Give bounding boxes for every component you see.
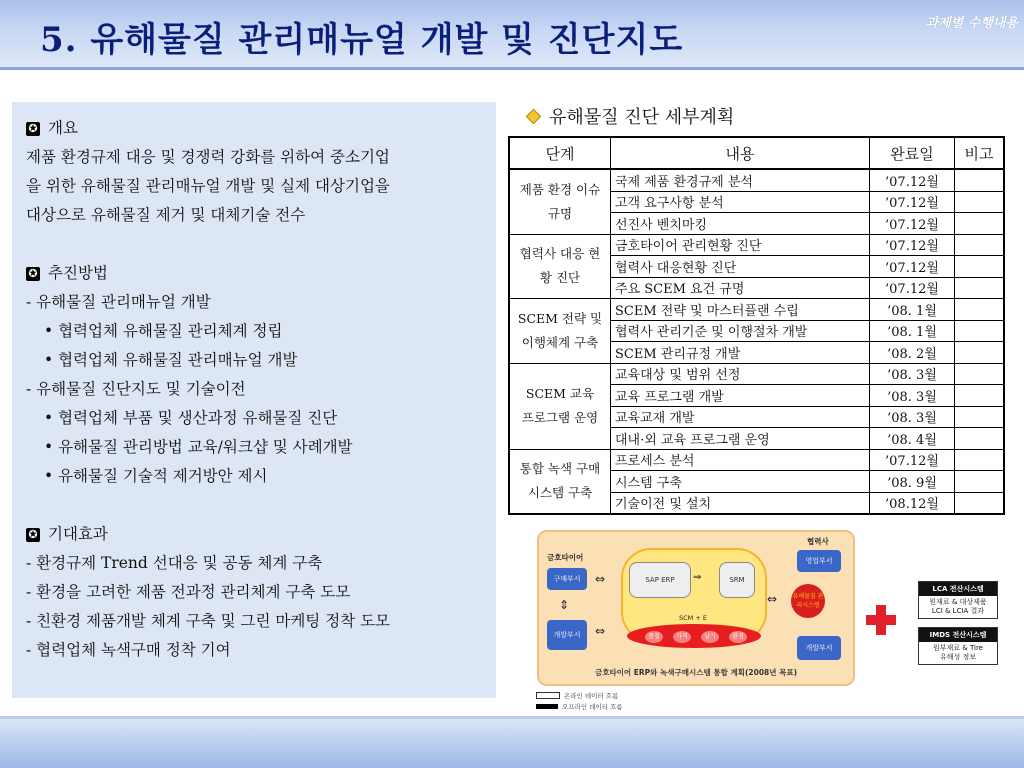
method-line: • 협력업체 유해물질 관리체계 정립 [44, 322, 283, 340]
plan-title-text: 유해물질 진단 세부계획 [549, 107, 735, 128]
content-cell: 고객 요구사항 분석 [611, 191, 870, 213]
date-cell: ’07.12월 [870, 191, 955, 213]
diagram-legend [536, 690, 623, 712]
stage-cell: SCEM 교육 프로그램 운영 [509, 363, 611, 449]
scm-label: SCM + E [679, 614, 707, 622]
legend-online: 온라인 데이터 흐름 [536, 690, 623, 701]
content-cell: 주요 SCEM 요건 규명 [611, 277, 870, 299]
plus-icon [866, 605, 896, 635]
note-cell [955, 299, 1005, 321]
table-row [509, 169, 1004, 191]
page-title: 5. 유해물질 관리매뉴얼 개발 및 진단지도 [40, 20, 684, 60]
lca-line: LCI & LCIA 결과 [931, 607, 985, 615]
col-header-note: 비고 [955, 137, 1005, 169]
effects-line: - 친환경 제품개발 체계 구축 및 그린 마케팅 정착 도모 [26, 612, 391, 630]
footer-bar [0, 716, 1024, 768]
note-cell [955, 256, 1005, 278]
dev-dept-box-left: 개발부서 [547, 620, 587, 650]
note-cell [955, 406, 1005, 428]
content-cell: 프로세스 분석 [611, 449, 870, 471]
col-header-content: 내용 [611, 137, 870, 169]
date-cell: ’07.12월 [870, 169, 955, 191]
right-org-label: 협력사 [807, 537, 829, 546]
imds-title: IMDS 전산시스템 [919, 628, 997, 642]
star-icon: ✪ [26, 122, 40, 136]
effects-line: - 환경규제 Trend 선대응 및 공동 체계 구축 [26, 554, 323, 572]
date-cell: ’08. 3월 [870, 406, 955, 428]
dev-dept-box-right: 개발부서 [797, 636, 841, 660]
table-header-row [509, 137, 1004, 169]
date-cell: ’07.12월 [870, 277, 955, 299]
note-cell [955, 449, 1005, 471]
sap-erp-box: SAP ERP [629, 562, 691, 598]
content-cell: 국제 제품 환경규제 분석 [611, 169, 870, 191]
sales-dept-box: 영업부서 [797, 550, 841, 572]
method-line: • 유해물질 기술적 제거방안 제시 [44, 467, 268, 485]
overview-line: 대상으로 유해물질 제거 및 대체기술 전수 [26, 206, 306, 224]
date-cell: ’08. 2월 [870, 342, 955, 364]
note-cell [955, 428, 1005, 450]
lca-line: 원재료 & 대상제품 [929, 598, 987, 606]
plan-table [508, 136, 1005, 515]
arrow-right-icon: ⇒ [693, 572, 702, 583]
method-line: - 유해물질 진단지도 및 기술이전 [26, 380, 246, 398]
method-line: • 협력업체 부품 및 생산과정 유해물질 진단 [44, 409, 338, 427]
hazard-system-circle: 유해물질 관리시스템 [791, 584, 825, 618]
overview-line: 을 위한 유해물질 관리매뉴얼 개발 및 실제 대상기업을 [26, 177, 390, 195]
effects-line: - 협력업체 녹색구매 정착 기여 [26, 641, 231, 659]
table-row [509, 234, 1004, 256]
diamond-bullet-icon [526, 108, 542, 124]
legend-offline: 오프라인 데이터 흐름 [536, 701, 623, 712]
date-cell: ’07.12월 [870, 234, 955, 256]
content-cell: 교육대상 및 범위 선정 [611, 363, 870, 385]
price-pill: 가격 [673, 631, 691, 643]
note-cell [955, 234, 1005, 256]
left-org-label: 금호타이어 [547, 553, 584, 562]
content-cell: 협력사 관리기준 및 이행절차 개발 [611, 320, 870, 342]
date-cell: ’08. 3월 [870, 385, 955, 407]
note-cell [955, 191, 1005, 213]
col-header-date: 완료일 [870, 137, 955, 169]
exchange-arrow-icon: ⇔ [767, 592, 778, 606]
overview-heading [26, 114, 482, 143]
date-cell: ’08. 1월 [870, 320, 955, 342]
star-icon: ✪ [26, 528, 40, 542]
table-row [509, 363, 1004, 385]
updown-arrow-icon: ⇕ [559, 598, 570, 612]
note-cell [955, 363, 1005, 385]
content-cell: 금호타이어 관리현황 진단 [611, 234, 870, 256]
content-cell: 기술이전 및 설치 [611, 492, 870, 514]
note-cell [955, 342, 1005, 364]
overview-line: 제품 환경규제 대응 및 경쟁력 강화를 위하여 중소기업 [26, 148, 390, 166]
note-cell [955, 169, 1005, 191]
date-cell: ’08.12월 [870, 492, 955, 514]
content-cell: 교육교재 개발 [611, 406, 870, 428]
header-bar [0, 0, 1024, 70]
method-line: • 협력업체 유해물질 관리매뉴얼 개발 [44, 351, 298, 369]
method-heading-text: 추진방법 [48, 264, 108, 282]
environment-pill: 환경 [729, 631, 747, 643]
effects-heading [26, 520, 482, 549]
section-label: 과제별 수행내용 [925, 16, 1018, 31]
note-cell [955, 385, 1005, 407]
delivery-pill: 납기 [701, 631, 719, 643]
content-cell: 선진사 벤치마킹 [611, 213, 870, 235]
col-header-stage: 단계 [509, 137, 611, 169]
date-cell: ’07.12월 [870, 256, 955, 278]
exchange-arrow-icon: ⇔ [595, 624, 606, 638]
date-cell: ’07.12월 [870, 213, 955, 235]
exchange-arrow-icon: ⇔ [595, 572, 606, 586]
content-cell: SCEM 관리규정 개발 [611, 342, 870, 364]
note-cell [955, 213, 1005, 235]
solid-arrow-icon [536, 704, 558, 709]
stage-cell: 제품 환경 이슈 규명 [509, 169, 611, 234]
purchasing-dept-box: 구매부서 [547, 568, 587, 590]
hollow-arrow-icon [536, 692, 560, 699]
note-cell [955, 492, 1005, 514]
date-cell: ’07.12월 [870, 449, 955, 471]
method-line: - 유해물질 관리매뉴얼 개발 [26, 293, 211, 311]
content-cell: 협력사 대응현황 진단 [611, 256, 870, 278]
note-cell [955, 277, 1005, 299]
integration-diagram [537, 530, 855, 686]
stage-cell: 협력사 대응 현황 진단 [509, 234, 611, 299]
content-cell: 대내·외 교육 프로그램 운영 [611, 428, 870, 450]
date-cell: ’08. 4월 [870, 428, 955, 450]
stage-cell: SCEM 전략 및 이행체계 구축 [509, 299, 611, 364]
diagram-caption: 금호타이어 ERP와 녹색구매시스템 통합 계획(2008년 목표) [594, 668, 798, 677]
content-cell: 교육 프로그램 개발 [611, 385, 870, 407]
effects-line: - 환경을 고려한 제품 전과정 관리체계 구축 도모 [26, 583, 351, 601]
table-row [509, 299, 1004, 321]
lca-system-box [918, 581, 998, 619]
imds-system-box [918, 627, 998, 665]
imds-line: 유해성 정보 [939, 653, 977, 661]
content-cell: SCEM 전략 및 마스터플랜 수립 [611, 299, 870, 321]
stage-cell: 통합 녹색 구매 시스템 구축 [509, 449, 611, 514]
plan-title [528, 103, 734, 129]
date-cell: ’08. 3월 [870, 363, 955, 385]
table-row [509, 449, 1004, 471]
date-cell: ’08. 9월 [870, 471, 955, 493]
quality-pill: 품질 [645, 631, 663, 643]
summary-panel [12, 102, 496, 698]
lca-title: LCA 전산시스템 [919, 582, 997, 596]
content-cell: 시스템 구축 [611, 471, 870, 493]
note-cell [955, 471, 1005, 493]
date-cell: ’08. 1월 [870, 299, 955, 321]
srm-box: SRM [719, 562, 755, 598]
method-line: • 유해물질 관리방법 교육/워크샵 및 사례개발 [44, 438, 353, 456]
star-icon: ✪ [26, 267, 40, 281]
imds-line: 원부재료 & Tire [933, 644, 983, 652]
overview-heading-text: 개요 [48, 119, 78, 137]
effects-heading-text: 기대효과 [48, 525, 108, 543]
note-cell [955, 320, 1005, 342]
method-heading [26, 259, 482, 288]
